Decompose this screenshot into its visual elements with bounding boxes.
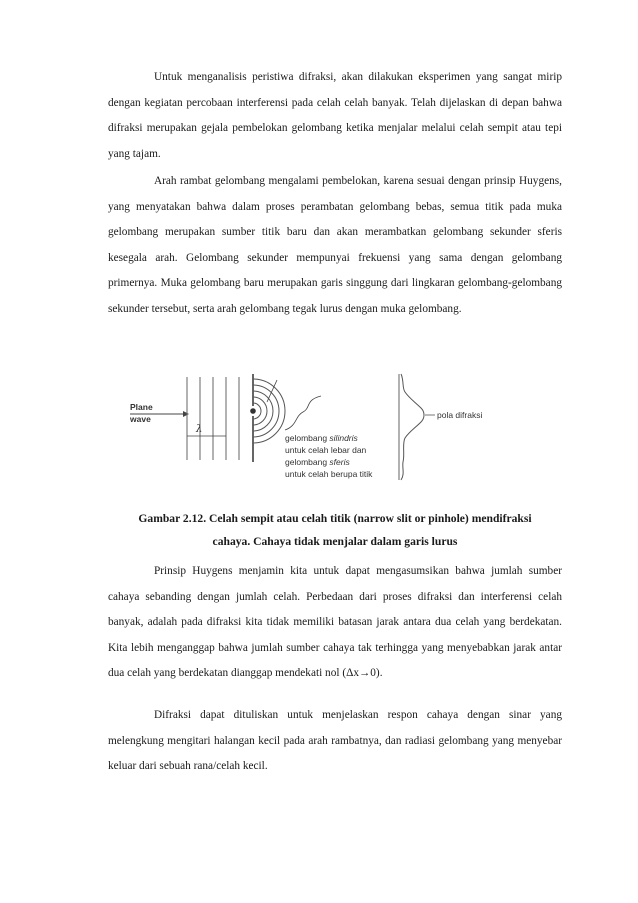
figure-caption	[108, 507, 562, 553]
lambda-label: λ	[196, 424, 203, 435]
arrow-head-icon	[183, 411, 189, 417]
plane-wavefronts	[187, 377, 239, 460]
label-cylindrical: gelombang silindris	[285, 433, 358, 443]
pointer-line-curve	[285, 396, 321, 430]
caption-line-1: Gambar 2.12. Celah sempit atau celah titik (narrow slit or pinhole) mendifraksi	[138, 512, 532, 525]
diffraction-pattern-curve	[401, 374, 424, 480]
diffraction-figure	[125, 372, 525, 492]
label-spherical: gelombang sferis	[285, 457, 350, 467]
paragraph-3: Prinsip Huygens menjamin kita untuk dapat mengasumsikan bahwa jumlah sumber cahaya sebanding dengan jumlah celah. Perbedaan dari proses difraksi dan interferensi celah banyak, adalah pada difraksi kita tidak memiliki batasan jarak antara dua celah yang berdekatan. Kita lebih menganggap bahwa jumlah sumber cahaya tak terhingga yang menyebabkan jarak antar dua celah yang berdekatan dianggap mendekati nol (Δx→0).	[108, 565, 562, 679]
label-wide-slit: untuk celah lebar dan	[285, 445, 367, 455]
plane-wave-label-2: wave	[130, 414, 151, 424]
plane-wave-label-1: Plane	[130, 402, 153, 412]
paragraph-2: Arah rambat gelombang mengalami pembelokan, karena sesuai dengan prinsip Huygens, yang menyatakan bahwa dalam proses perambatan gelombang bebas, semua titik pada muka gelombang merupakan sumber titik baru dan akan merambatkan gelombang sekunder sferis kesegala arah. Gelombang sekunder mempunyai frekuensi yang sama dengan gelombang primernya. Muka gelombang baru merupakan garis singgung dari lingkaran gelombang-gelombang sekunder tersebut, serta arah gelombang tegak lurus dengan muka gelombang.	[108, 175, 562, 315]
label-point-slit: untuk celah berupa titik	[285, 469, 373, 479]
paragraph-4: Difraksi dapat dituliskan untuk menjelaskan respon cahaya dengan sinar yang melengkung mengitari halangan kecil pada arah rambatnya, dan radiasi gelombang yang menyebar keluar dari sebuah rana/celah kecil.	[108, 709, 562, 772]
slit-point	[250, 408, 256, 414]
paragraph-1: Untuk menganalisis peristiwa difraksi, akan dilakukan eksperimen yang sangat mirip dengan kegiatan percobaan interferensi pada celah celah banyak. Telah dijelaskan di depan bahwa difraksi merupakan gejala pembelokan gelombang ketika menjalar melalui celah sempit atau tepi yang tajam.	[108, 71, 562, 160]
pola-difraksi-label: pola difraksi	[437, 410, 483, 420]
spherical-wavefronts	[253, 379, 285, 443]
caption-line-2: cahaya. Cahaya tidak menjalar dalam garis lurus	[212, 535, 458, 548]
